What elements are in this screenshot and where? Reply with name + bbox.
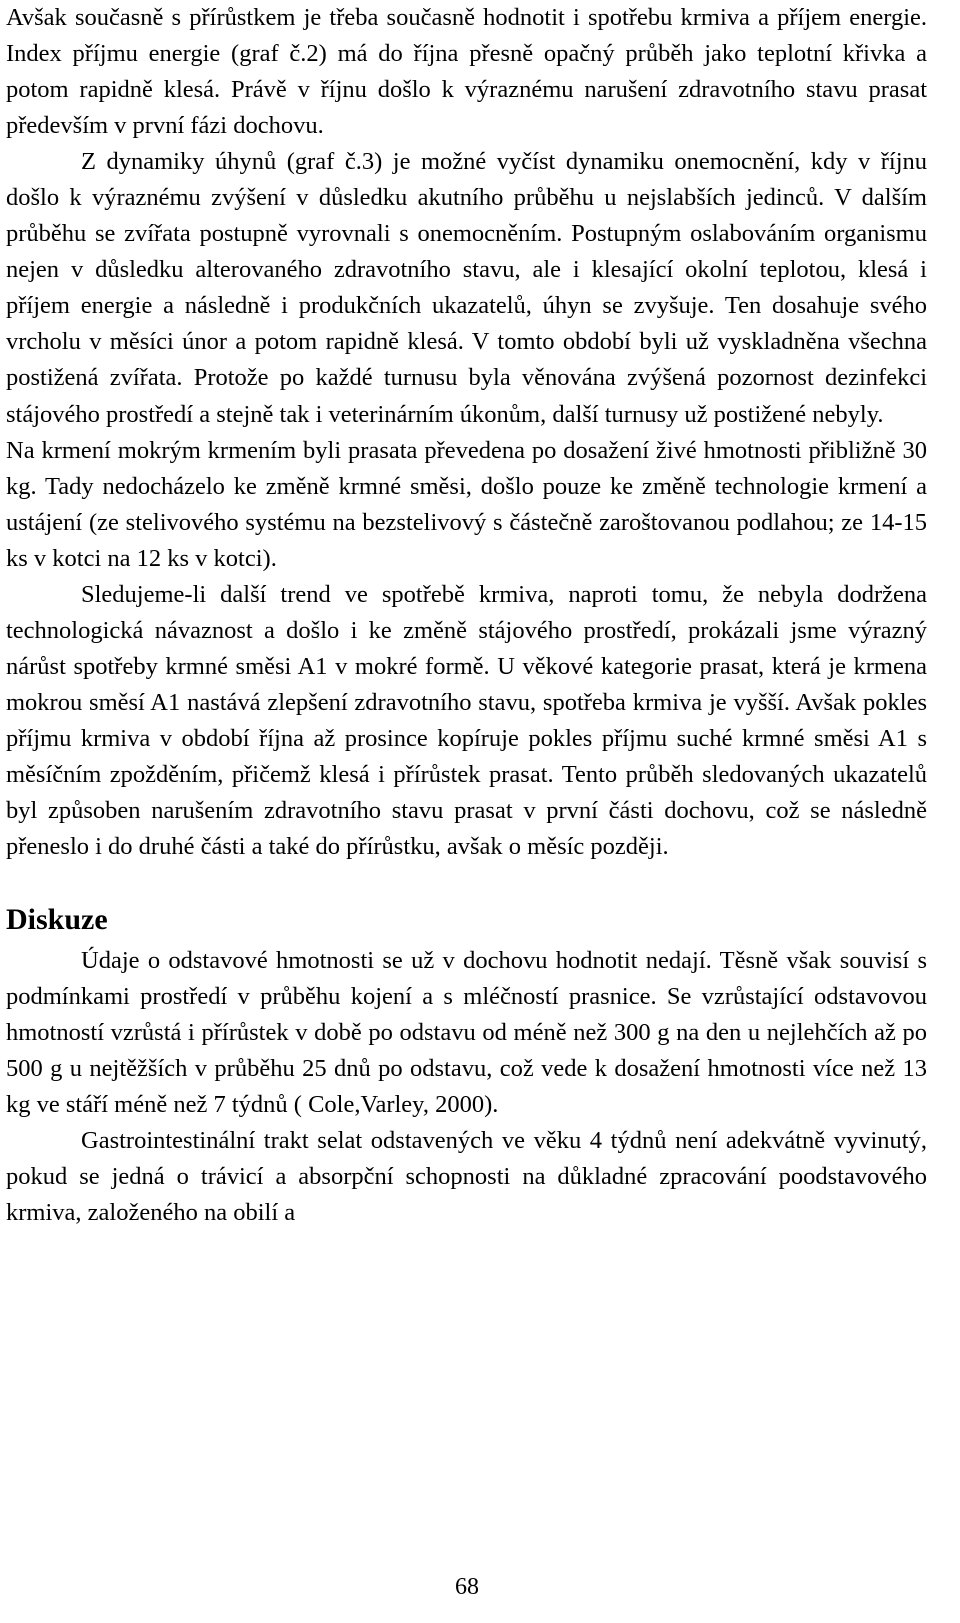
body-text-top bbox=[6, 0, 927, 865]
paragraph-6: Gastrointestinální trakt selat odstavených ve věku 4 týdnů není adekvátně vyvinutý, pokud se jedná o trávicí a absorpční schopnosti na důkladné zpracování poodstavového krmiva, založeného na obilí a bbox=[6, 1127, 927, 1227]
section-heading: Diskuze bbox=[6, 903, 108, 937]
paragraph-1: Avšak současně s přírůstkem je třeba současně hodnotit i spotřebu krmiva a příjem energie. Index příjmu energie (graf č.2) má do října přesně opačný průběh jako teplotní křivka a potom rapidně klesá. Právě v říjnu došlo k výraznému narušení zdravotního stavu prasat především v první fázi dochovu. bbox=[6, 4, 927, 140]
body-text-bottom bbox=[6, 943, 927, 1231]
paragraph-5: Údaje o odstavové hmotnosti se už v dochovu hodnotit nedají. Těsně však souvisí s podmínkami prostředí v průběhu kojení a s mléčností prasnice. Se vzrůstající odstavovou hmotností vzrůstá i přírůstek v době po odstavu od méně než 300 g na den u nejlehčích až po 500 g u nejtěžších v průběhu 25 dnů po odstavu, což vede k dosažení hmotnosti více než 13 kg ve stáří méně než 7 týdnů ( Cole,Varley, 2000). bbox=[6, 947, 927, 1119]
paragraph-3: Na krmení mokrým krmením byli prasata převedena po dosažení živé hmotnosti přibližně 30 kg. Tady nedocházelo ke změně krmné směsi, došlo pouze ke změně technologie krmení a ustájení (ze stelivového systému na bezstelivový s částečně zaroštovanou podlahou; ze 14-15 ks v kotci na 12 ks v kotci). bbox=[6, 436, 927, 572]
paragraph-4: Sledujeme-li další trend ve spotřebě krmiva, naproti tomu, že nebyla dodržena technologická návaznost a došlo i ke změně stájového prostředí, prokázali jsme výrazný nárůst spotřeby krmné směsi A1 v mokré formě. U věkové kategorie prasat, která je krmena mokrou směsí A1 nastává zlepšení zdravotního stavu, spotřeba krmiva je vyšší. Avšak pokles příjmu krmiva v období října až prosince kopíruje pokles příjmu suché krmné směsi A1 s měsíčním zpožděním, přičemž klesá i přírůstek prasat. Tento průběh sledovaných ukazatelů byl způsoben narušením zdravotního stavu prasat v první části dochovu, což se následně přeneslo i do druhé části a také do přírůstku, avšak o měsíc později. bbox=[6, 580, 927, 861]
page-number: 68 bbox=[455, 1574, 479, 1600]
paragraph-2: Z dynamiky úhynů (graf č.3) je možné vyčíst dynamiku onemocnění, kdy v říjnu došlo k výraznému zvýšení v důsledku akutního průběhu u nejslabších jedinců. V dalším průběhu se zvířata postupně vyrovnali s onemocněním. Postupným oslabováním organismu nejen v důsledku alterovaného zdravotního stavu, ale i klesající okolní teplotou, klesá i příjem energie a následně i produkčních ukazatelů, úhyn se zvyšuje. Ten dosahuje svého vrcholu v měsíci únor a potom rapidně klesá. V tomto období byli už vyskladněna všechna postižená zvířata. Protože po každé turnusu byla věnována zvýšená pozornost dezinfekci stájového prostředí a stejně tak i veterinárním úkonům, další turnusy už postižené nebyly. bbox=[6, 148, 927, 428]
